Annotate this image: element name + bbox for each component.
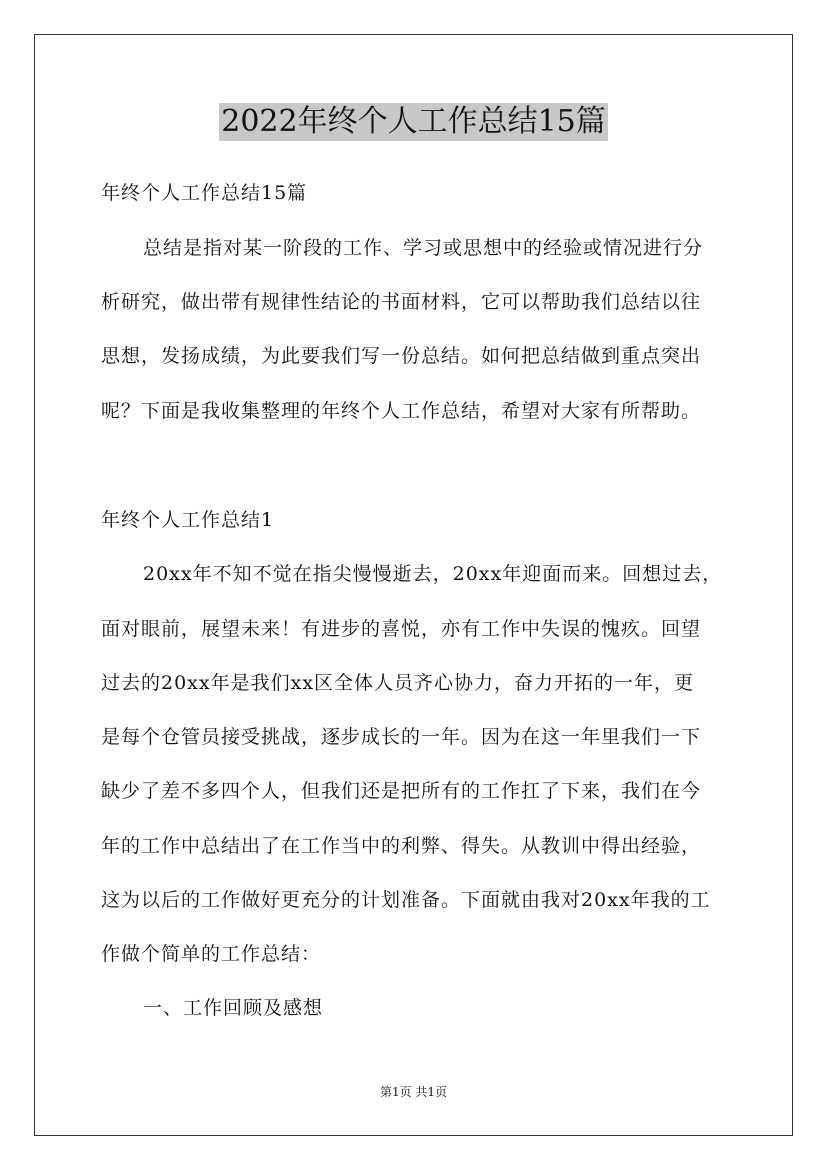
- section-line-5: 缺少了差不多四个人，但我们还是把所有的工作扛了下来，我们在今: [101, 780, 702, 802]
- section-line-7: 这为以后的工作做好更充分的计划准备。下面就由我对20xx年我的工: [101, 889, 711, 911]
- section-line-1: 20xx年不知不觉在指尖慢慢逝去，20xx年迎面而来。回想过去，: [143, 563, 723, 585]
- document-title: 2022年终个人工作总结15篇: [221, 104, 606, 139]
- subheading: 一、工作回顾及感想: [143, 997, 324, 1019]
- section-line-8: 作做个简单的工作总结：: [101, 943, 322, 965]
- intro-line-1: 总结是指对某一阶段的工作、学习或思想中的经验或情况进行分: [143, 237, 704, 259]
- intro-line-2: 析研究，做出带有规律性结论的书面材料，它可以帮助我们总结以往: [101, 291, 702, 313]
- intro-line-4: 呢？下面是我收集整理的年终个人工作总结，希望对大家有所帮助。: [101, 400, 702, 422]
- section-line-4: 是每个仓管员接受挑战，逐步成长的一年。因为在这一年里我们一下: [101, 726, 702, 748]
- section-line-6: 年的工作中总结出了在工作当中的利弊、得失。从教训中得出经验，: [101, 835, 702, 857]
- document-subtitle: 年终个人工作总结15篇: [101, 182, 308, 204]
- title-container: [0, 103, 827, 141]
- page-footer: 第1页 共1页: [379, 1085, 448, 1099]
- section-line-3: 过去的20xx年是我们xx区全体人员齐心协力，奋力开拓的一年，更: [101, 672, 695, 694]
- intro-line-3: 思想，发扬成绩，为此要我们写一份总结。如何把总结做到重点突出: [101, 345, 702, 367]
- section-heading: 年终个人工作总结1: [101, 509, 275, 531]
- section-line-2: 面对眼前，展望未来！有进步的喜悦，亦有工作中失误的愧疚。回望: [101, 618, 702, 640]
